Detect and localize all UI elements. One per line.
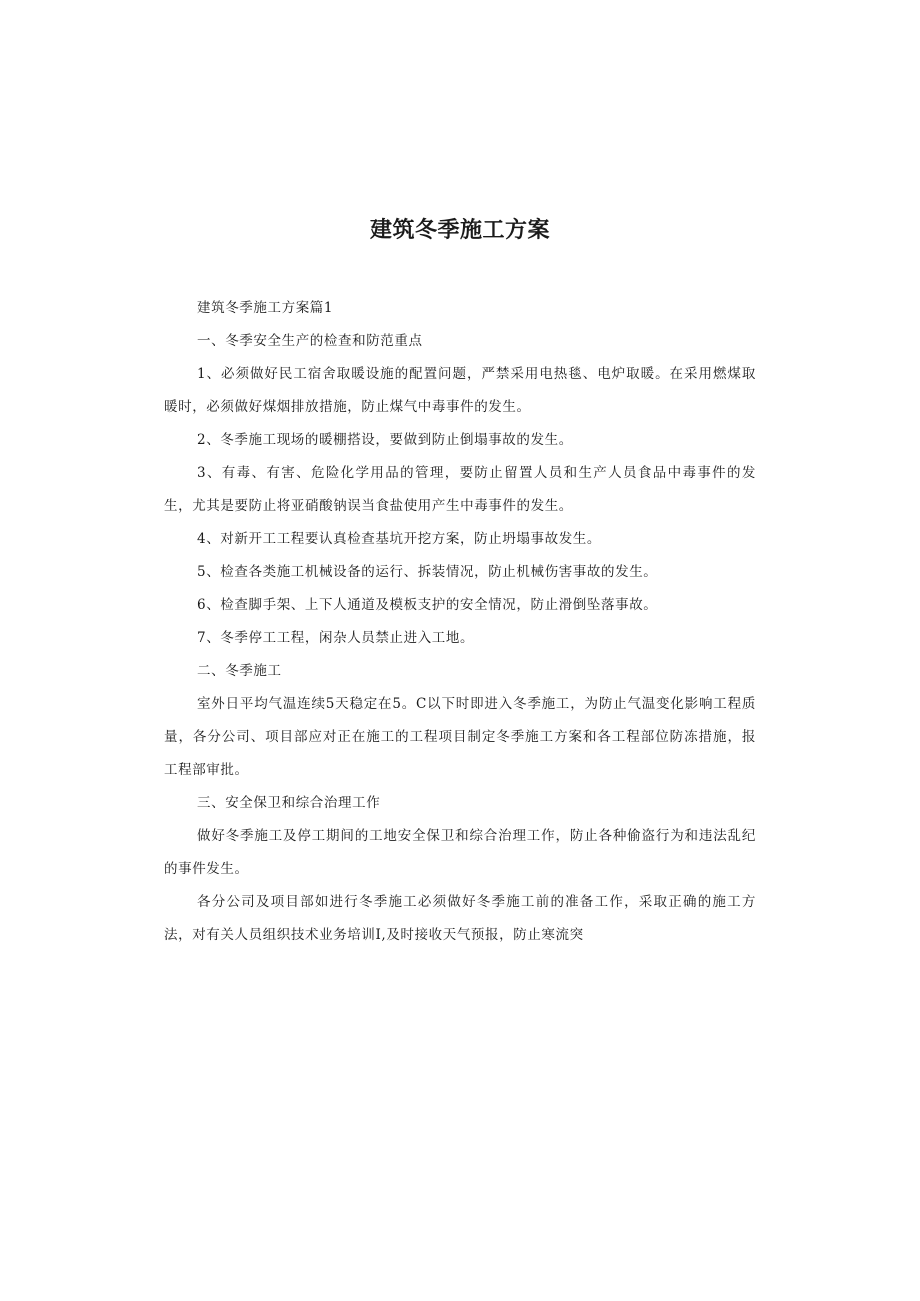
paragraph-item-3: 3、有毒、有害、危险化学用品的管理，要防止留置人员和生产人员食品中毒事件的发生，尤其是要防止将亚硝酸钠误当食盐使用产生中毒事件的发生。: [164, 465, 756, 514]
document-page: [164, 214, 756, 952]
document-title: 建筑冬季施工方案: [369, 218, 550, 243]
paragraph-heading-2: 二、冬季施工: [197, 663, 282, 679]
paragraph-item-2: 2、冬季施工现场的暖棚搭设，要做到防止倒塌事故的发生。: [197, 432, 573, 448]
paragraph-security-2: 各分公司及项目部如进行冬季施工必须做好冬季施工前的准备工作，采取正确的施工方法，对有关人员组织技术业务培训I,及时接收天气预报，防止寒流突: [164, 894, 756, 943]
paragraph-winter-construction: 室外日平均气温连续5天稳定在5。C以下时即进入冬季施工，为防止气温变化影响工程质量，各分公司、项目部应对正在施工的工程项目制定冬季施工方案和各工程部位防冻措施，报工程部审批。: [164, 696, 756, 778]
paragraph-heading-1: 一、冬季安全生产的检查和防范重点: [197, 333, 423, 349]
paragraph-item-5: 5、检查各类施工机械设备的运行、拆装情况，防止机械伤害事故的发生。: [197, 564, 658, 580]
paragraph-item-1: 1、必须做好民工宿舍取暖设施的配置问题，严禁采用电热毯、电炉取暖。在采用燃煤取暖时，必须做好煤烟排放措施，防止煤气中毒事件的发生。: [164, 366, 756, 415]
paragraph-item-4: 4、对新开工工程要认真检查基坑开挖方案，防止坍塌事故发生。: [197, 531, 601, 547]
paragraph-item-7: 7、冬季停工工程，闲杂人员禁止进入工地。: [197, 630, 475, 646]
paragraph-security-1: 做好冬季施工及停工期间的工地安全保卫和综合治理工作，防止各种偷盗行为和违法乱纪的事件发生。: [164, 828, 756, 877]
paragraph-section-heading: 建筑冬季施工方案篇1: [197, 300, 334, 316]
paragraph-heading-3: 三、安全保卫和综合治理工作: [197, 795, 381, 811]
paragraph-item-6: 6、检查脚手架、上下人通道及模板支护的安全情况，防止滑倒坠落事故。: [197, 597, 658, 613]
